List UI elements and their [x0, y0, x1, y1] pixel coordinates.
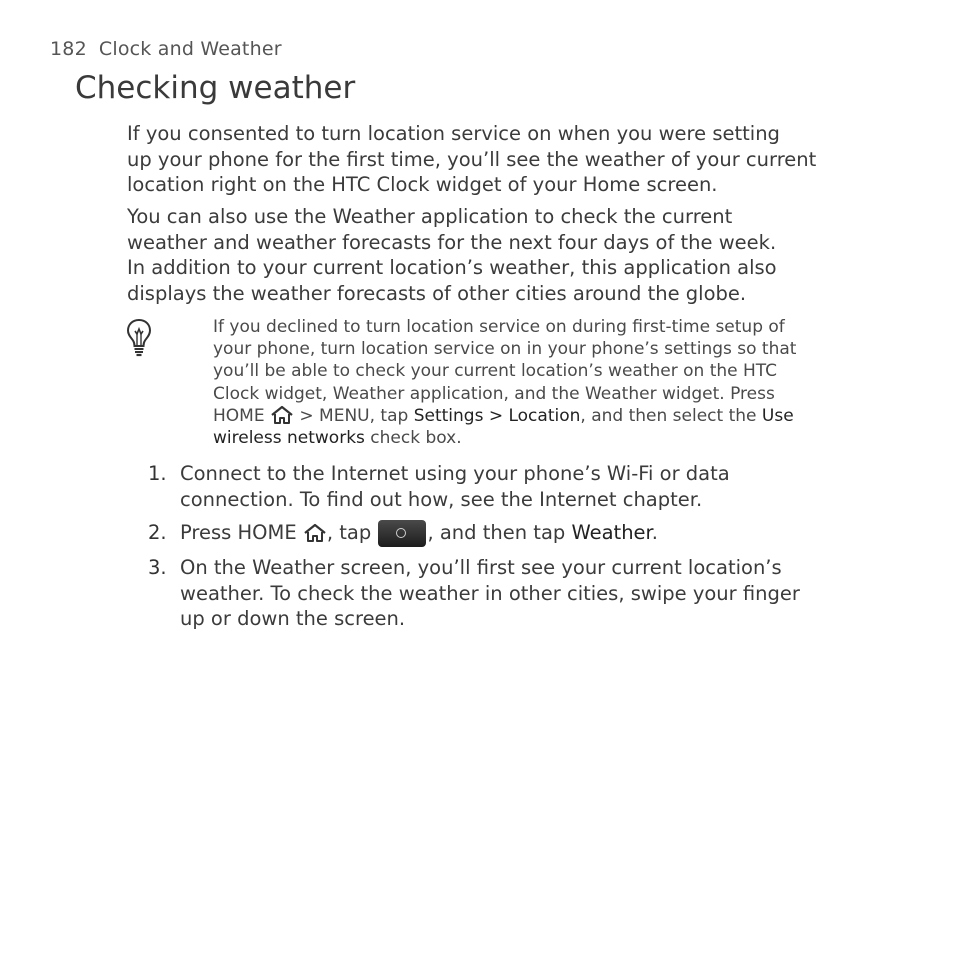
- text-line: up your phone for the first time, you’ll see the weather of your current: [127, 147, 817, 171]
- use-label: Use: [761, 405, 794, 426]
- step-text-part: .: [651, 521, 658, 544]
- weather-app-icon: [378, 520, 426, 547]
- weather-app-paragraph: [127, 204, 862, 306]
- step-text: On the Weather screen, you’ll first see your current location’s: [180, 556, 782, 579]
- tip-line: your phone, turn location service on in your phone’s settings so that: [213, 339, 797, 360]
- lightbulb-icon: [125, 318, 153, 358]
- step-text-part: Press HOME: [180, 521, 303, 544]
- step-2: [148, 520, 858, 547]
- text-line: displays the weather forecasts of other cities around the globe.: [127, 281, 747, 305]
- steps-list: [148, 461, 858, 640]
- step-text: up or down the screen.: [180, 607, 406, 630]
- tip-line: [213, 427, 853, 449]
- step-text: connection. To find out how, see the Internet chapter.: [180, 487, 703, 511]
- tip-text: > MENU, tap: [293, 405, 414, 426]
- text-line: weather and weather forecasts for the next four days of the week.: [127, 230, 777, 254]
- home-icon: [303, 523, 327, 543]
- tip-text: , and then select the: [580, 405, 762, 426]
- tip-line: you’ll be able to check your current location’s weather on the HTC: [213, 361, 778, 382]
- step-1: [148, 461, 858, 512]
- text-line: You can also use the Weather application to check the current: [127, 205, 733, 228]
- step-text: Connect to the Internet using your phone’s Wi-Fi or data: [180, 462, 730, 485]
- tip-text: check box.: [364, 428, 462, 449]
- page-title: Checking weather: [75, 70, 356, 106]
- tip-line: Clock widget, Weather application, and the Weather widget. Press: [213, 383, 775, 404]
- section-title: Clock and Weather: [98, 38, 282, 60]
- weather-app-icon-dot: [396, 528, 406, 538]
- text-line: In addition to your current location’s weather, this application also: [127, 256, 777, 279]
- home-icon: [270, 405, 294, 425]
- tip-note: [213, 316, 853, 449]
- step-3: [148, 555, 858, 632]
- step-text-part: , and then tap: [427, 521, 572, 544]
- intro-paragraph: [127, 121, 862, 198]
- text-line: location right on the HTC Clock widget of your Home screen.: [127, 173, 718, 196]
- step-text: [180, 520, 858, 547]
- home-key-label: HOME: [213, 405, 265, 426]
- step-number: 2.: [148, 521, 167, 544]
- settings-location-path: Settings > Location: [413, 405, 581, 426]
- page-header: [50, 38, 282, 60]
- step-number: 1.: [148, 462, 167, 485]
- step-number: 3.: [148, 556, 167, 579]
- text-line: If you consented to turn location service on when you were setting: [127, 122, 780, 145]
- tip-line: If you declined to turn location service on during first-time setup of: [213, 317, 785, 337]
- step-text-part: , tap: [326, 521, 378, 544]
- wireless-networks-label: wireless networks: [213, 428, 365, 449]
- page-number: 182: [50, 38, 87, 60]
- step-text: weather. To check the weather in other cities, swipe your finger: [180, 581, 800, 605]
- weather-app-label: Weather: [571, 521, 652, 544]
- tip-line: [213, 405, 853, 427]
